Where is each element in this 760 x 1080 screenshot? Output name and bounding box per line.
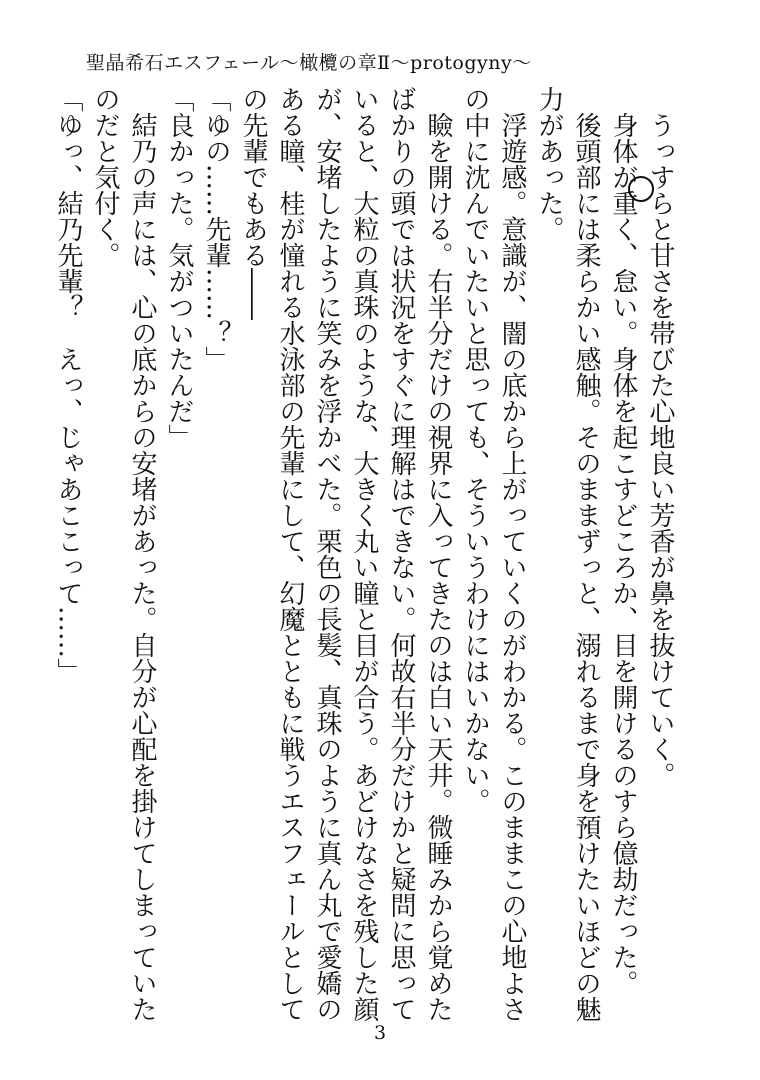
dialogue-line: 「良かった。気がついたんだ」 <box>164 86 194 450</box>
paragraph: 後頭部には柔らかい感触。そのままずっと、溺れるまで身を預けたいほどの魅力があった。 <box>534 86 601 1022</box>
paragraph: 身体が重く、怠い。身体を起こすどころか、目を開けるのすら億劫だった。 <box>608 86 638 996</box>
paragraph: 浮遊感。意識が、闇の底から上がっていくのがわかる。このままこの心地よさの中に沈んでいたいと思っても、そういうわけにはいかない。 <box>460 86 527 1022</box>
paragraph: 瞼を開ける。右半分だけの視界に入ってきたのは白い天井。微睡みから覚めたばかりの頭では状況をすぐに理解はできない。何故右半分だけかと疑問に思っていると、大粒の真珠のような、大きく丸い瞳と目が合う。あどけなさを残した顔が、安堵したように笑みを浮かべた。栗色の長髪、真珠のように真ん丸で愛嬌のある瞳、桂が憧れる水泳部の先輩にして、幻魔とともに戦うエスフェールとしての先輩でもある―― <box>238 86 453 1022</box>
page-number: 3 <box>373 1022 387 1044</box>
body-text <box>53 86 678 1026</box>
paragraph: うっすらと甘さを帯びた心地良い芳香が鼻を抜けていく。 <box>645 86 675 788</box>
dialogue-line: 「ゆっ、結乃先輩？ えっ、じゃあここって……」 <box>53 86 83 684</box>
running-header: 聖晶希石エスフェール〜橄欖の章Ⅱ〜protogyny〜 <box>86 52 532 74</box>
paragraph: 結乃の声には、心の底からの安堵があった。自分が心配を掛けてしまっていたのだと気付く。 <box>90 86 157 1022</box>
dialogue-line: 「ゆの……先輩……？」 <box>201 86 231 372</box>
